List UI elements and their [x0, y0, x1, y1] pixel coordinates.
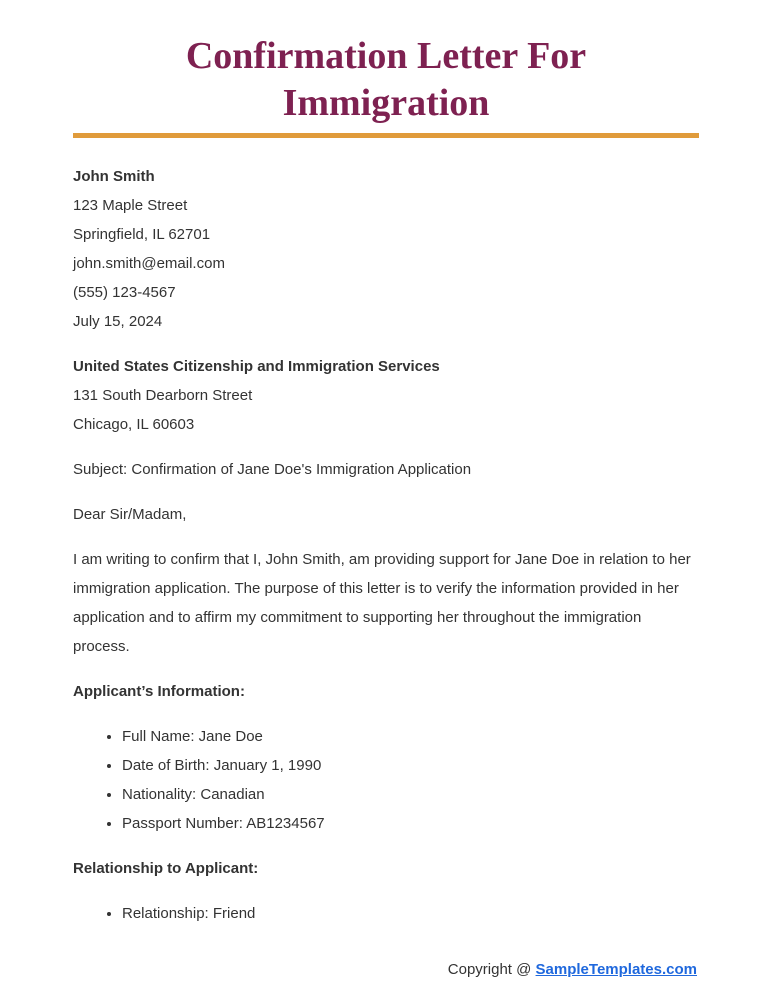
list-item-date-of-birth: • Date of Birth: January 1, 1990	[122, 751, 699, 780]
applicant-info-list	[73, 722, 699, 838]
recipient-name: United States Citizenship and Immigration Services	[73, 358, 440, 375]
letter-content	[0, 33, 770, 928]
list-item-relationship: • Relationship: Friend	[122, 899, 699, 928]
sender-city: Springfield, IL 62701	[73, 226, 211, 243]
copyright-text: Copyright @	[447, 961, 536, 978]
recipient-city: Chicago, IL 60603	[73, 416, 195, 433]
relationship-heading: Relationship to Applicant:	[73, 860, 259, 877]
document-title	[73, 33, 699, 127]
recipient-block	[73, 352, 699, 439]
relationship-list	[73, 899, 699, 928]
letter-body-paragraph: I am writing to confirm that I, John Smith, am providing support for Jane Doe in relation to her immigration application. The purpose of this letter is to verify the information provided in her application and to affirm my commitment to supporting her throughout the immigration process.	[73, 551, 691, 655]
salutation-block	[73, 500, 699, 529]
title-divider	[73, 133, 699, 138]
document-title-line1: Confirmation Letter For	[185, 35, 587, 77]
subject-line: Subject: Confirmation of Jane Doe's Immigration Application	[73, 461, 472, 478]
list-item-nationality: • Nationality: Canadian	[122, 780, 699, 809]
sender-email: john.smith@email.com	[73, 255, 225, 272]
footer	[0, 955, 770, 984]
list-item-full-name: • Full Name: Jane Doe	[122, 722, 699, 751]
document-title-line2: Immigration	[282, 82, 490, 124]
sender-street: 123 Maple Street	[73, 197, 188, 214]
sample-templates-link[interactable]: SampleTemplates.com	[535, 961, 697, 978]
subject-line-block	[73, 455, 699, 484]
list-item-passport-number: • Passport Number: AB1234567	[122, 809, 699, 838]
sender-phone: (555) 123-4567	[73, 284, 176, 301]
sender-block	[73, 162, 699, 336]
salutation: Dear Sir/Madam,	[73, 506, 187, 523]
applicant-info-heading: Applicant’s Information:	[73, 683, 245, 700]
letter-date: July 15, 2024	[73, 313, 163, 330]
recipient-street: 131 South Dearborn Street	[73, 387, 253, 404]
sender-name: John Smith	[73, 168, 155, 185]
